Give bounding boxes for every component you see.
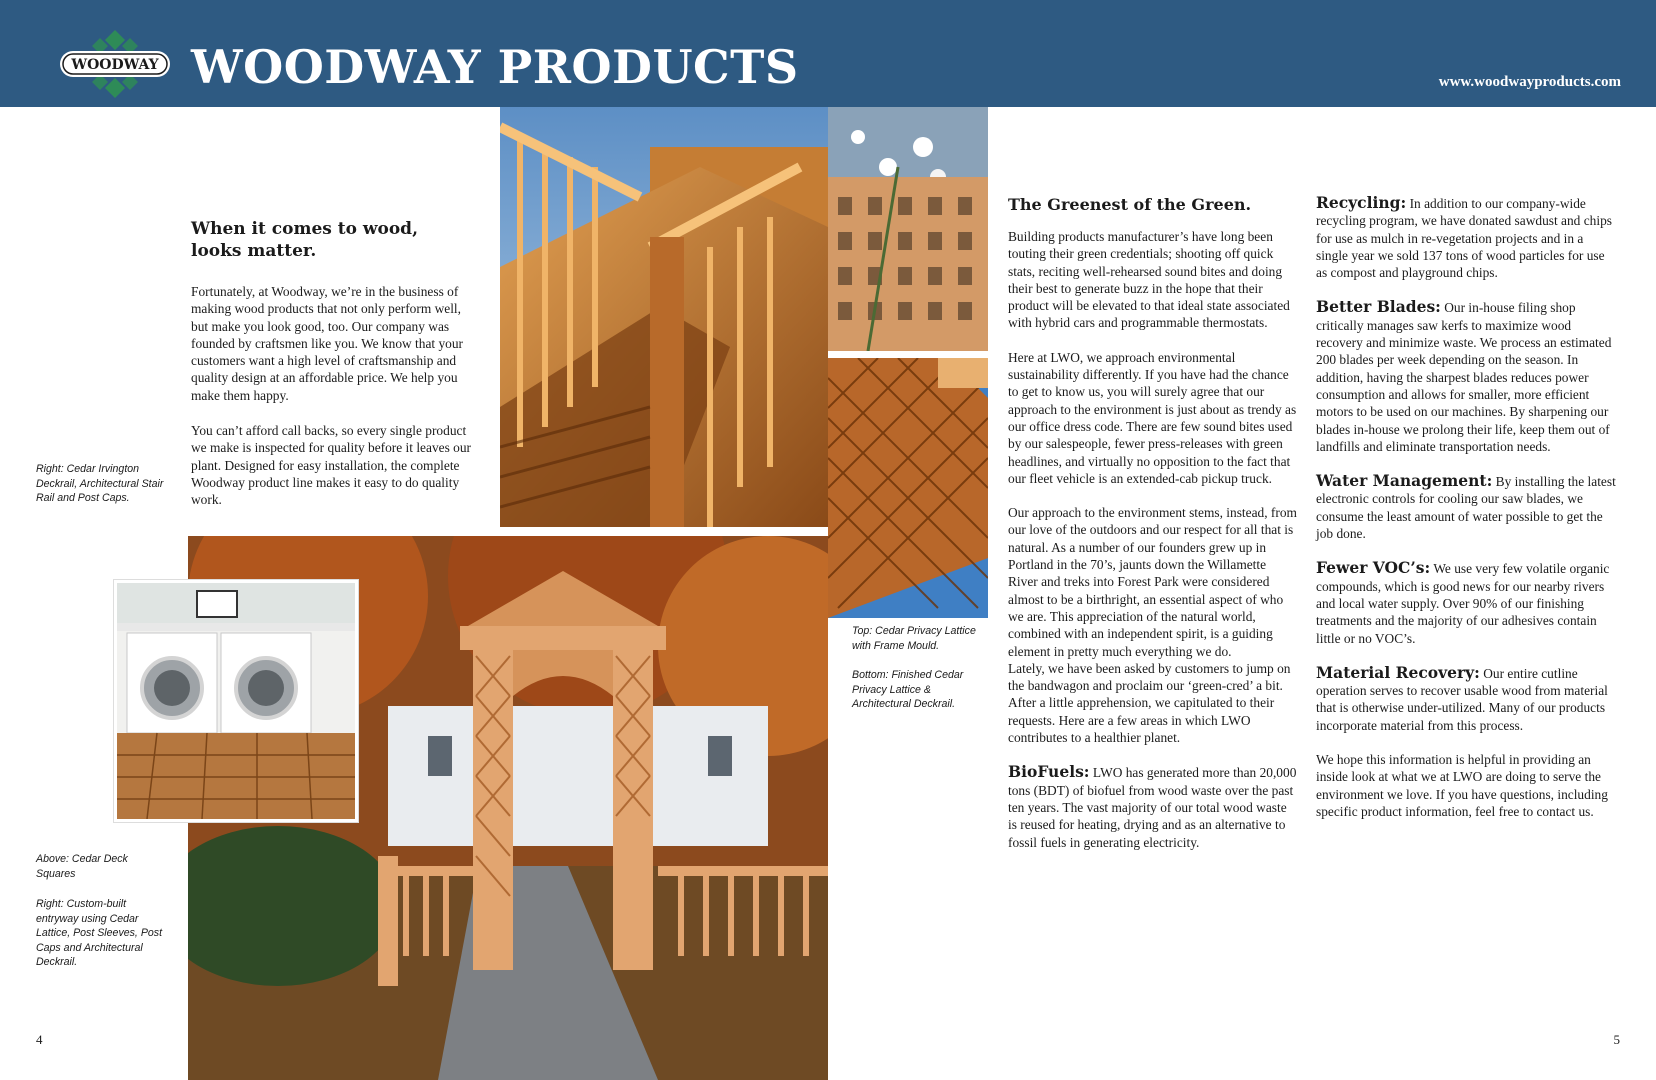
recycling-paragraph: [1316, 194, 1616, 281]
stairs-caption: Right: Cedar Irvington Deckrail, Architectural Stair Rail and Post Caps.: [36, 463, 164, 504]
article-paragraph: Building products manufacturer’s have long been touting their green credentials; shooting off quick stats, reciting well-rehearsed sound bites and doing their best to generate buzz in the hope that their product will be elevated to that ideal state associated with hybrid cars and programmable thermostats.: [1008, 229, 1290, 331]
recycling-text: In addition to our company-wide recycling program, we have donated sawdust and chips for use as mulch in re-vegetation projects and in a single year we sold 137 tons of wood particles for use as compost and playground chips.: [1316, 196, 1612, 281]
better-blades-text: Our in-house filing shop critically manages saw kerfs to maximize wood recovery and minimize waste. We process an estimated 200 blades per week depending on the season. In addition, having the sharpest blades reduces power consumption and allows for smaller, more efficient motors to be used on our machines. By sharpening our blades in-house we prolong their life, keep them out of landfills and eliminate transportation needs.: [1316, 300, 1612, 454]
logo-wordmark: WOODWAY: [71, 57, 159, 73]
woodway-logo[interactable]: [60, 30, 170, 98]
fewer-vocs-heading: Fewer VOC’s:: [1316, 558, 1431, 578]
material-recovery-paragraph: [1316, 664, 1616, 734]
lattice-bottom-photo: [828, 358, 988, 618]
biofuels-paragraph: [1008, 763, 1298, 850]
intro-paragraph: Fortunately, at Woodway, we’re in the business of making wood products that not only perform well, but make you look good, too. Our company was founded by craftsmen like you. We know that your customers want a high level of craftsmanship and quality design at an affordable price. We help you make them happy.: [191, 284, 464, 403]
article-paragraph: Here at LWO, we approach environmental sustainability differently. If you have had the chance to get to know us, you will surely agree that our approach to the environment is just about as trendy as our office dress code. There are few sound bites used by our salespeople, fewer press-releases with green headlines, and virtually no opposition to the fact that our fleet vehicle is an extended-cab pickup truck.: [1008, 349, 1297, 486]
material-recovery-heading: Material Recovery:: [1316, 662, 1480, 682]
page-number-right: 5: [1613, 1032, 1620, 1047]
water-management-heading: Water Management:: [1316, 471, 1493, 491]
green-article-column-2: [1316, 194, 1616, 837]
headline-line-1: When it comes to wood,: [191, 219, 418, 239]
closing-paragraph: We hope this information is helpful in providing an inside look at what we at LWO are doing to serve the environment we love. If you have questions, including specific product information, feel free to contact us.: [1316, 752, 1608, 819]
water-management-paragraph: [1316, 472, 1616, 542]
website-link[interactable]: www.woodwayproducts.com: [1438, 74, 1621, 90]
lattice-top-caption: Top: Cedar Privacy Lattice with Frame Mould.: [852, 625, 976, 652]
fewer-vocs-text: We use very few volatile organic compounds, which is good news for our nearby rivers and local water supply. Over 90% of our finishing treatments and the majority of our adhesives contain little or no VOC’s.: [1316, 561, 1610, 646]
intro-paragraph: You can’t afford call backs, so every single product we make is inspected for quality before it leaves our plant. Designed for easy installation, the complete Woodway product line makes it easy to do quality work.: [191, 423, 471, 508]
better-blades-heading: Better Blades:: [1316, 297, 1441, 317]
stairs-photo: [500, 107, 828, 527]
lattice-top-photo: [828, 107, 988, 351]
biofuels-text: LWO has generated more than 20,000 tons (BDT) of biofuel from wood waste over the past ten years. The vast majority of our total wood waste is reused for heating, drying and as an alternative to fossil fuels in generating electricity.: [1008, 765, 1297, 850]
recycling-heading: Recycling:: [1316, 193, 1407, 212]
deck-squares-caption: Above: Cedar Deck Squares: [36, 853, 128, 880]
water-management-text: By installing the latest electronic controls for cooling our saw blades, we consume the least amount of water possible to get the job done.: [1316, 474, 1616, 542]
lattice-bottom-caption: Bottom: Finished Cedar Privacy Lattice & Architectural Deckrail.: [852, 669, 964, 710]
header-banner: [0, 0, 1656, 107]
article-paragraph: Our approach to the environment stems, instead, from our love of the outdoors and our respect for all that is natural. As a number of our founders grew up in Portland in the 70’s, jaunts down the Willamette River and treks into Forest Park were considered almost to be a birthright, an essential aspect of who we are. This appreciation of the natural world, combined with an independent spirit, is a guiding element in pretty much everything we do.: [1008, 505, 1297, 659]
better-blades-paragraph: [1316, 298, 1616, 455]
fewer-vocs-paragraph: [1316, 559, 1616, 646]
intro-headline: [191, 218, 481, 262]
entryway-caption: Right: Custom-built entryway using Cedar Lattice, Post Sleeves, Post Caps and Architectural Deckrail.: [36, 898, 163, 968]
headline-line-2: looks matter.: [191, 241, 317, 261]
section-title: The Greenest of the Green.: [1008, 195, 1252, 214]
deck-squares-photo: [114, 580, 358, 822]
green-article-column-1: [1008, 194, 1298, 868]
biofuels-heading: BioFuels:: [1008, 762, 1090, 782]
material-recovery-text: Our entire cutline operation serves to recover usable wood from material that is otherwise under-utilized. Many of our products incorporate material from this process.: [1316, 665, 1608, 733]
article-paragraph: Lately, we have been asked by customers to jump on the bandwagon and proclaim our ‘green-cred’ a bit. After a little apprehension, we capitulated to their requests. Here are a few areas in which LWO contributes to a healthier planet.: [1008, 660, 1291, 746]
page-number-left: 4: [36, 1032, 43, 1047]
page-title: WOODWAY PRODUCTS: [191, 40, 799, 94]
